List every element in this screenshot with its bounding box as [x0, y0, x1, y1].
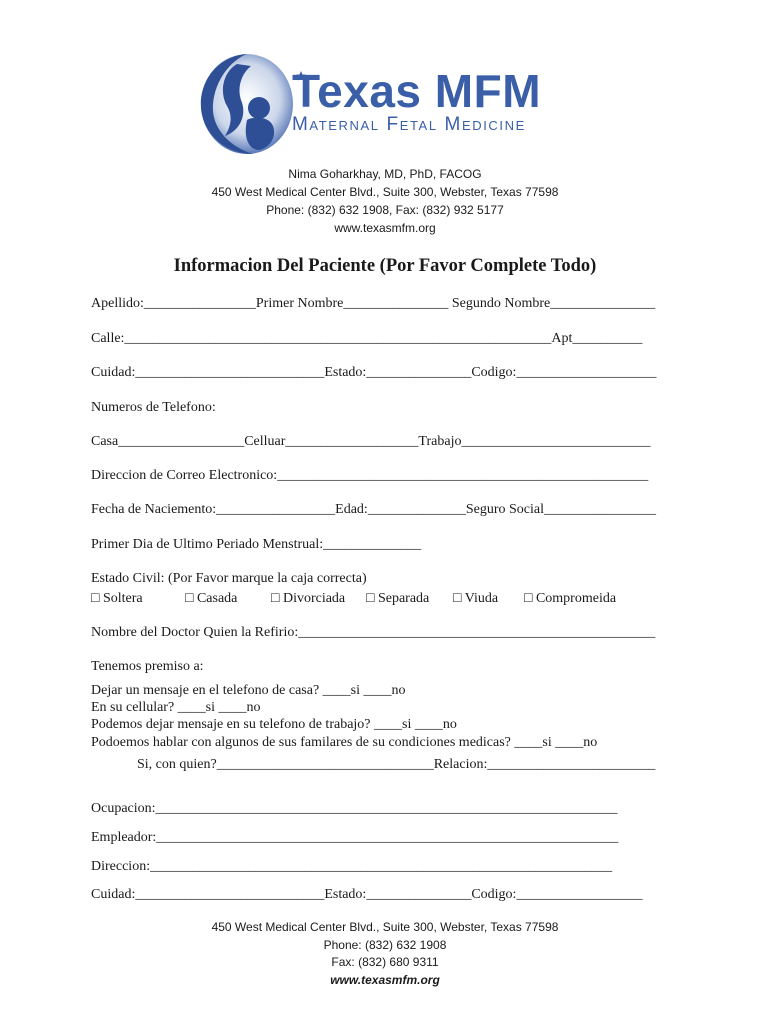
city-fields-line: Cuidad:___________________________Estado:_______________Codigo:____________________	[91, 365, 657, 380]
civil-option-compromeida[interactable]: □ Compromeida	[524, 591, 617, 606]
phones-fields-line: Casa__________________Celluar___________________Trabajo___________________________	[91, 434, 651, 449]
permission-cell-phone: En su cellular? ____si ____no	[91, 700, 261, 715]
footer-fax: Fax: (832) 680 9311	[331, 955, 439, 969]
mother-child-emblem-icon	[197, 50, 297, 158]
civil-option-divorciada[interactable]: □ Divorciada	[271, 591, 346, 606]
permission-work-phone: Podemos dejar mensaje en su telefono de trabajo? ____si ____no	[91, 717, 457, 732]
header-website: www.texasmfm.org	[334, 221, 436, 235]
civil-option-casada[interactable]: □ Casada	[185, 591, 238, 606]
civil-option-separada[interactable]: □ Separada	[366, 591, 430, 606]
logo-tagline: Maternal Fetal Medicine	[292, 114, 526, 135]
lmp-field-line: Primer Dia de Ultimo Periado Menstrual:______________	[91, 537, 422, 552]
doctor-name: Nima Goharkhay, MD, PhD, FACOG	[288, 167, 482, 181]
permission-heading: Tenemos premiso a:	[91, 659, 204, 674]
phones-heading: Numeros de Telefono:	[91, 400, 216, 415]
footer-phone: Phone: (832) 632 1908	[323, 937, 447, 952]
occupation-field-line: Ocupacion:__________________________________________________________________	[91, 801, 618, 816]
employer-field-line: Empleador:__________________________________________________________________	[91, 830, 619, 845]
texas-mfm-logo	[197, 50, 577, 160]
civil-option-soltera[interactable]: □ Soltera	[91, 591, 143, 606]
birth-fields-line: Fecha de Naciemento:_________________Edad:______________Seguro Social________________	[91, 502, 656, 517]
street-fields-line: Calle:_____________________________________________________________Apt__________	[91, 331, 643, 346]
footer-website: www.texasmfm.org	[330, 972, 440, 987]
civil-status-heading: Estado Civil: (Por Favor marque la caja correcta)	[91, 571, 367, 586]
employer-city-fields-line: Cuidad:___________________________Estado:_______________Codigo:__________________	[91, 887, 643, 902]
permission-family: Podoemos hablar con algunos de sus familares de su condiciones medicas? ____si ____no	[91, 735, 598, 750]
referral-field-line: Nombre del Doctor Quien la Refirio:___________________________________________________	[91, 625, 656, 640]
employer-address-field-line: Direccion:__________________________________________________________________	[91, 859, 613, 874]
footer-address: 450 West Medical Center Blvd., Suite 300, Webster, Texas 77598	[211, 920, 559, 934]
header-phone-fax: Phone: (832) 632 1908, Fax: (832) 932 5177	[266, 203, 504, 217]
logo-name: Texas MFM	[292, 65, 542, 117]
footer	[0, 919, 770, 989]
permission-whom-line: Si, con quien?_______________________________Relacion:________________________	[137, 757, 656, 772]
form-title: Informacion Del Paciente (Por Favor Complete Todo)	[173, 256, 597, 276]
email-field-line: Direccion de Correo Electronico:_____________________________________________________	[91, 468, 649, 483]
header-address: 450 West Medical Center Blvd., Suite 300, Webster, Texas 77598	[211, 185, 559, 199]
civil-option-viuda[interactable]: □ Viuda	[453, 591, 499, 606]
name-fields-line: Apellido:________________Primer Nombre_______________ Segundo Nombre_______________	[91, 296, 656, 311]
permission-home-phone: Dejar un mensaje en el telefono de casa? ____si ____no	[91, 683, 406, 698]
